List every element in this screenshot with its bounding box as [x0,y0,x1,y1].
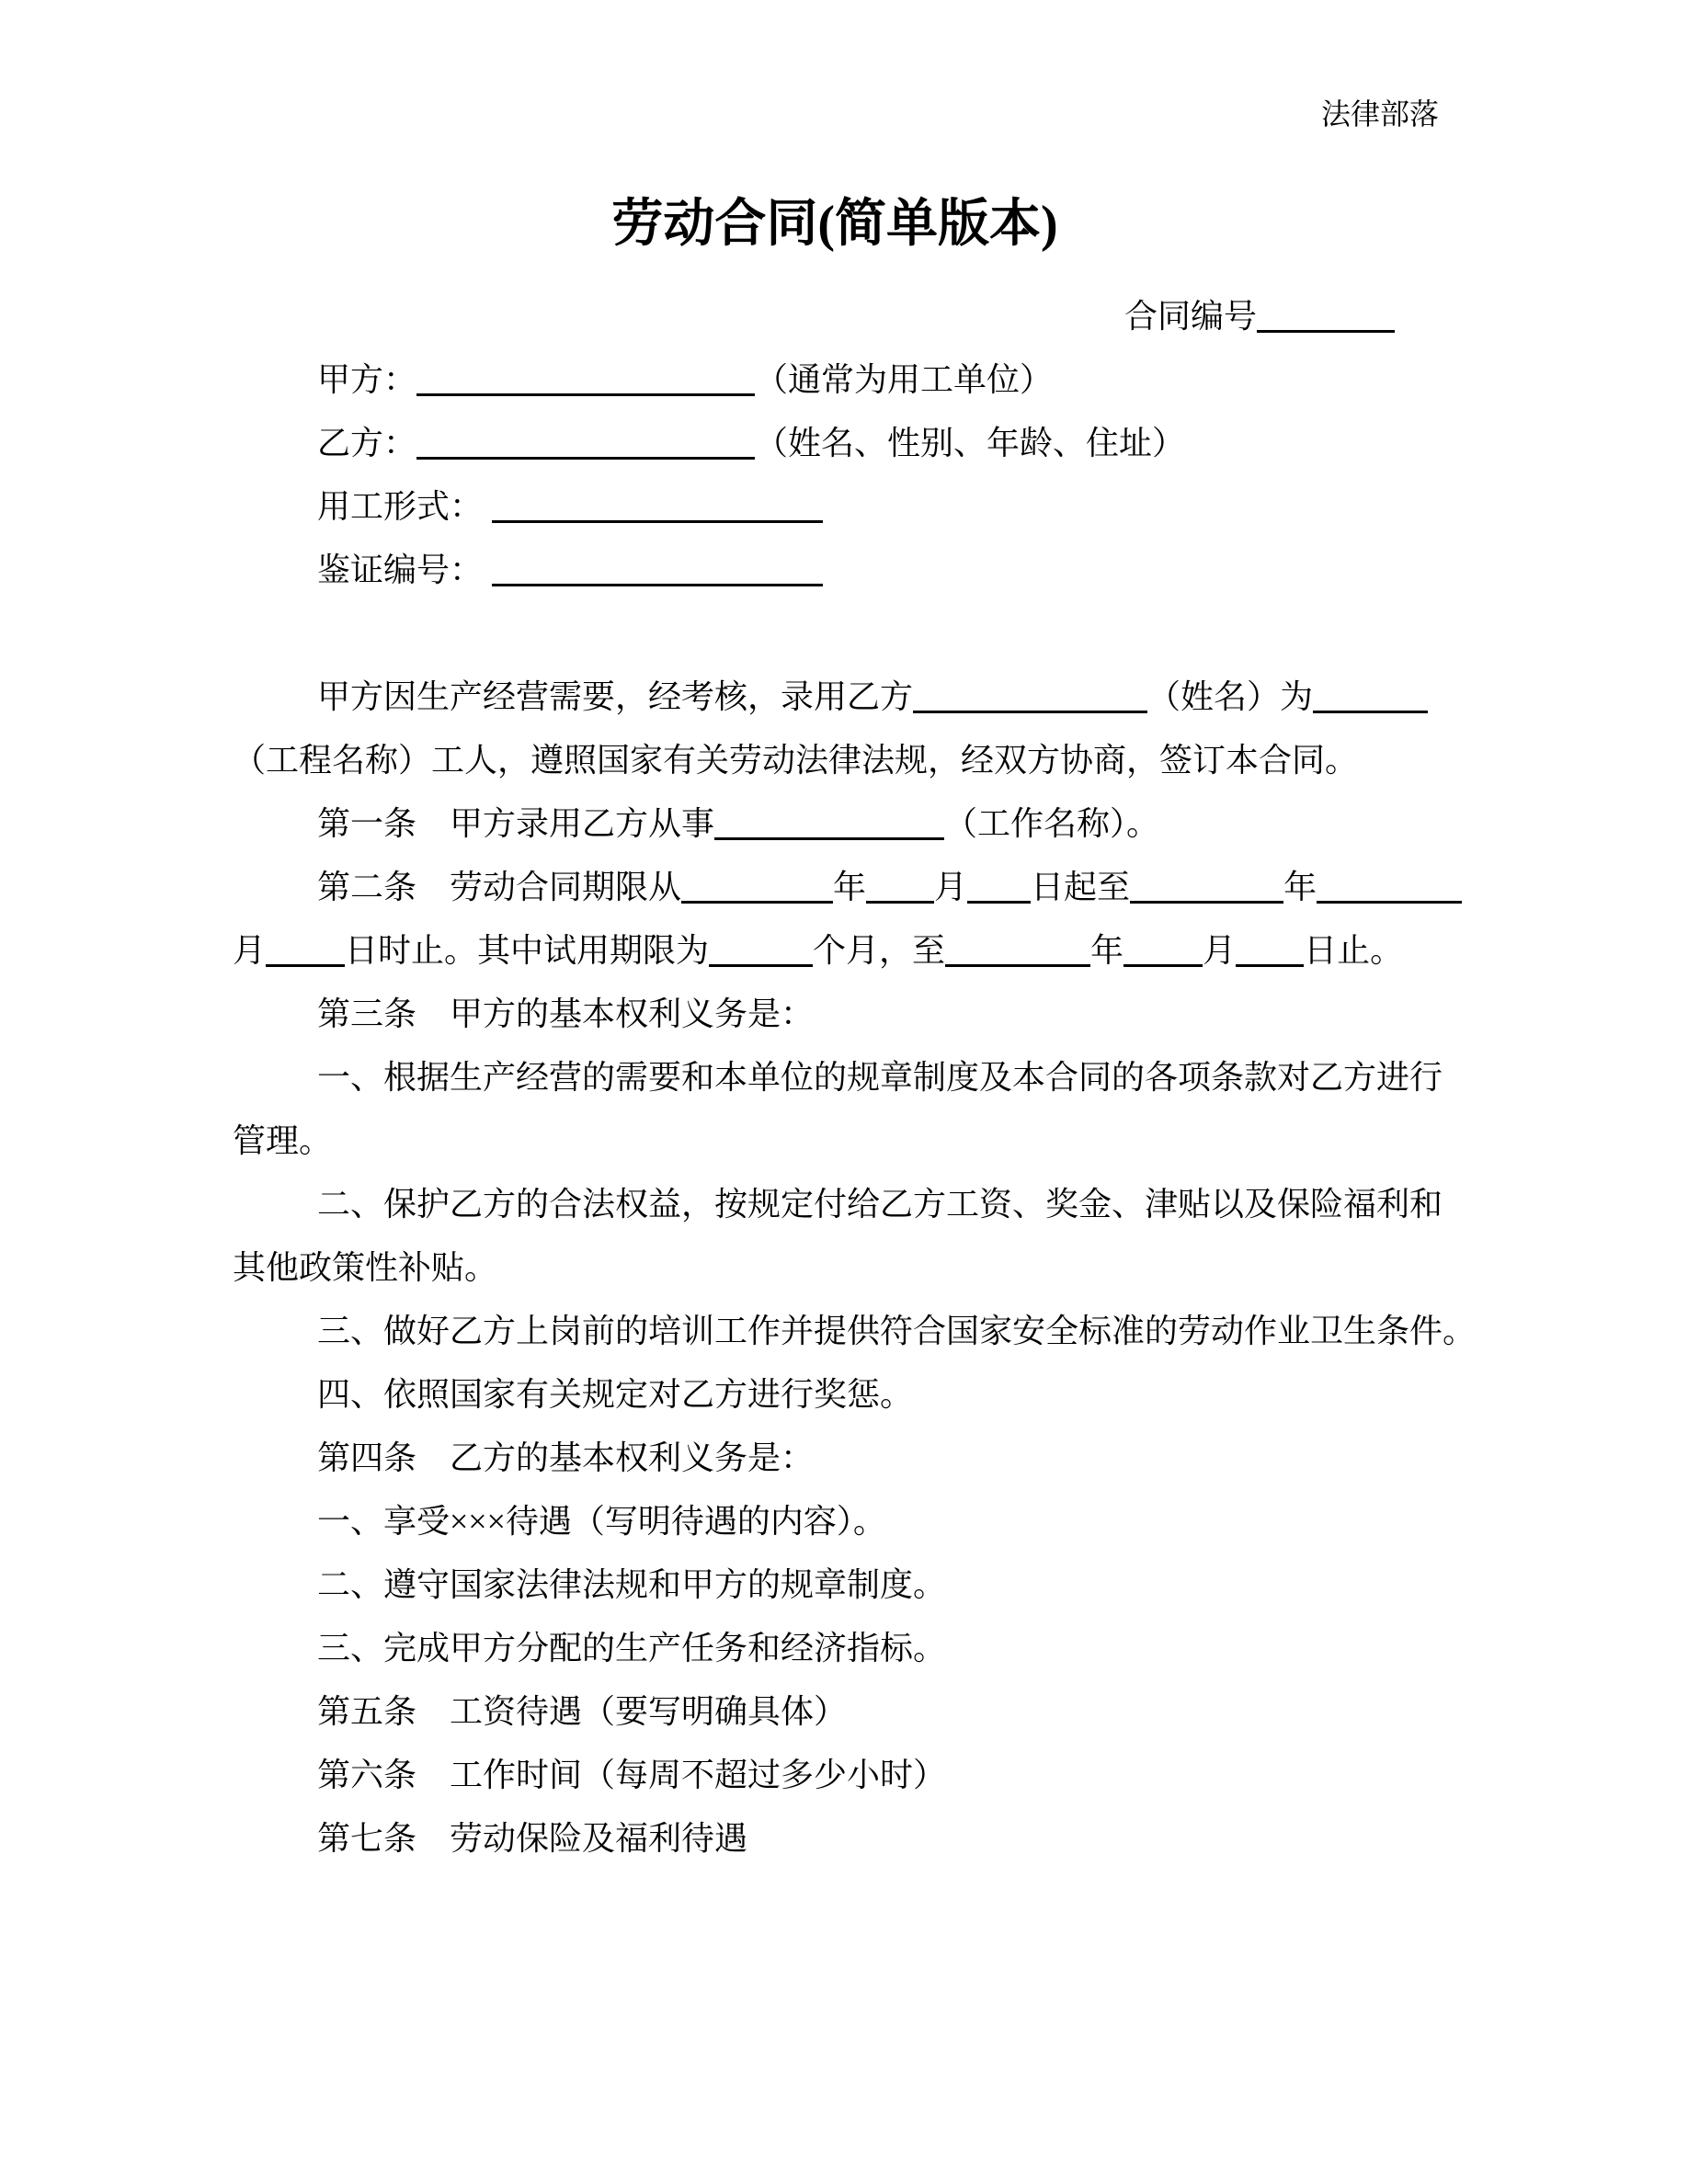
text-run: 一、享受×××待遇（写明待遇的内容）。 [317,1503,886,1540]
blank-underline [709,933,813,967]
text-run: （工作名称）。 [944,805,1160,842]
blank-underline [913,679,1147,713]
text-run: 三、完成甲方分配的生产任务和经济指标。 [317,1630,947,1666]
blank-underline [1130,870,1283,904]
blank-underline [1317,870,1462,904]
party-b-line [233,412,1455,475]
blank-underline [945,933,1090,967]
text-run: 四、依照国家有关规定对乙方进行奖惩。 [317,1376,914,1413]
article-3-item-2-line-2 [233,1236,1455,1300]
article-4-line [233,1427,1455,1490]
blank-underline [967,870,1031,904]
blank-underline [266,933,345,967]
article-3-line [233,983,1455,1046]
text-run: 个月，至 [813,932,946,969]
text-run: 第二条 劳动合同期限从 [317,869,682,905]
blank-underline [714,806,944,840]
text-run: 用工形式： [317,488,484,525]
blank-underline [681,870,833,904]
article-3-item-1-line-1 [233,1046,1455,1109]
text-run: 日起至 [1031,869,1131,905]
party-a-line [233,348,1455,412]
text-run: 月 [934,869,968,905]
blank-underline [866,870,934,904]
text-run: （工程名称）工人，遵照国家有关劳动法律法规，经双方协商，签订本合同。 [233,742,1359,779]
blank-underline [1313,679,1428,713]
article-1-line [233,792,1455,856]
document-title: 劳动合同(简单版本) [611,196,1058,253]
text-run: 第五条 工资待遇（要写明确具体） [317,1693,848,1730]
text-run: 合同编号 [1124,298,1258,335]
article-4-item-1-line [233,1490,1455,1553]
article-3-item-4-line [233,1363,1455,1427]
contract-body [233,285,1477,1871]
preamble-line-1 [233,665,1455,729]
text-run: 第一条 甲方录用乙方从事 [317,805,715,842]
text-run: 第七条 劳动保险及福利待遇 [317,1820,748,1857]
employment-form-line [233,475,1455,539]
text-run: 一、根据生产经营的需要和本单位的规章制度及本合同的各项条款对乙方进行 [317,1059,1443,1096]
blank-underline [492,552,823,586]
text-run: 二、遵守国家法律法规和甲方的规章制度。 [317,1566,947,1603]
text-run: （通常为用工单位） [755,361,1054,398]
article-4-item-2-line [233,1553,1455,1617]
text-run: 年 [833,869,867,905]
text-run: 日止。 [1304,932,1404,969]
text-run: （姓名）为 [1147,678,1314,715]
article-5-line [233,1680,1455,1744]
text-run: 其他政策性补贴。 [233,1249,498,1286]
text-run: 年 [1090,932,1124,969]
text-run: 三、做好乙方上岗前的培训工作并提供符合国家安全标准的劳动作业卫生条件。 [317,1313,1477,1349]
article-4-item-3-line [233,1617,1455,1680]
article-2-line-2 [233,919,1455,983]
text-run: 管理。 [233,1122,333,1159]
text-run: 日时止。其中试用期限为 [345,932,710,969]
text-run: 第三条 甲方的基本权利义务是： [317,995,815,1032]
blank-underline [1257,299,1395,333]
blank-underline [416,426,755,460]
article-6-line [233,1744,1455,1807]
text-run: 月 [233,932,267,969]
blank-underline [492,489,823,523]
blank-underline [416,362,755,396]
text-run: 乙方： [317,425,417,461]
text-run: 第六条 工作时间（每周不超过多少小时） [317,1757,947,1793]
article-7-line [233,1807,1455,1871]
article-3-item-3-line [233,1300,1477,1363]
text-run: 二、保护乙方的合法权益，按规定付给乙方工资、奖金、津贴以及保险福利和 [317,1186,1443,1223]
contract-number-line [233,285,1455,348]
article-3-item-1-line-2 [233,1109,1455,1173]
article-3-item-2-line-1 [233,1173,1455,1236]
article-2-line-1 [233,856,1455,919]
spacer-line [233,602,1455,665]
text-run: 第四条 乙方的基本权利义务是： [317,1439,815,1476]
text-run: 鉴证编号： [317,552,484,588]
blank-underline [1236,933,1304,967]
blank-underline [1123,933,1203,967]
text-run: 月 [1203,932,1237,969]
text-run: 甲方因生产经营需要，经考核，录用乙方 [317,678,914,715]
text-run: 甲方： [317,361,417,398]
attestation-number-line [233,539,1455,602]
text-run: （姓名、性别、年龄、住址） [755,425,1186,461]
preamble-line-2 [233,729,1455,792]
text-run: 年 [1283,869,1317,905]
watermark-text: 法律部落 [1321,97,1440,131]
